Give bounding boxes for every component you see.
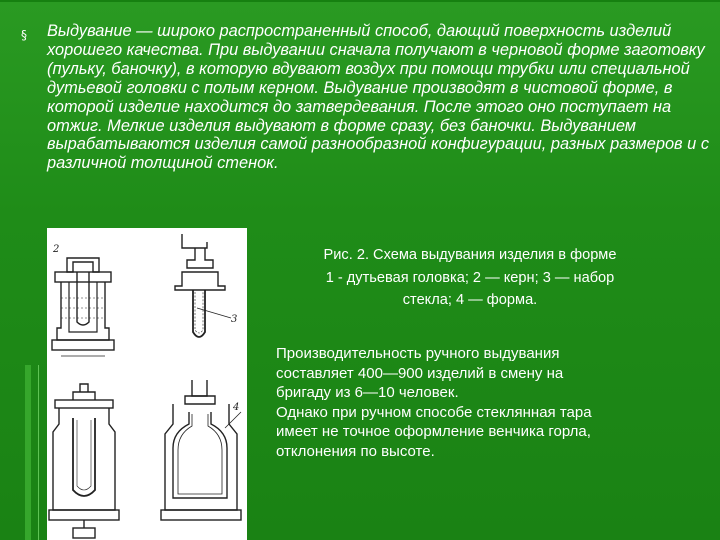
diagram-step-4: [161, 380, 241, 520]
caption-line: 1 - дутьевая головка; 2 — керн; 3 — набор: [325, 269, 615, 286]
productivity-line: Производительность ручного выдувания: [276, 345, 560, 362]
diagram-step-3: [49, 384, 119, 538]
productivity-line: Однако при ручном способе стеклянная тара: [276, 403, 592, 421]
figure-label-3: 3: [231, 314, 238, 325]
productivity-line: бригаду из 6—10 человек.: [276, 384, 459, 402]
productivity-text: [276, 344, 696, 462]
diagram-drawing: [47, 228, 247, 540]
figure-label-4: 4: [233, 402, 240, 413]
productivity-line: отклонения по высоте.: [276, 442, 435, 460]
main-paragraph: Выдувание — широко распространенный способ, дающий поверхность изделий хорошего качества. При выдувании сначала получают в черновой форме заготовку (пульку, баночку), в которую вдувают воздух при помощи трубки или специальной дутьевой головки с полым керном. Выдувание производят в чистовой форме, в которой изделие находится до затвердевания. После этого оно поступает на отжиг. Мелкие изделия выдувают в форме сразу, без баночки. Выдуванием вырабатываются изделия самой разнообразной конфигурации, разных размеров и с различной толщиной стенок.: [47, 22, 710, 173]
left-accent-bar: [25, 365, 31, 540]
diagram-step-2: [175, 234, 231, 337]
productivity-line: составляет 400—900 изделий в смену на: [276, 364, 564, 382]
bullet-icon: §: [21, 28, 27, 42]
caption-line: Рис. 2. Схема выдувания изделия в форме: [323, 247, 617, 263]
productivity-line: имеет не точное оформление венчика горла,: [276, 423, 591, 441]
blow-molding-diagram: [47, 228, 247, 540]
diagram-step-1: [52, 258, 114, 356]
caption-line: стекла; 4 — форма.: [402, 292, 538, 308]
top-accent-line: [0, 0, 720, 2]
left-accent-line: [38, 365, 39, 540]
figure-label-2: 2: [53, 244, 60, 255]
figure-caption: [280, 244, 660, 312]
